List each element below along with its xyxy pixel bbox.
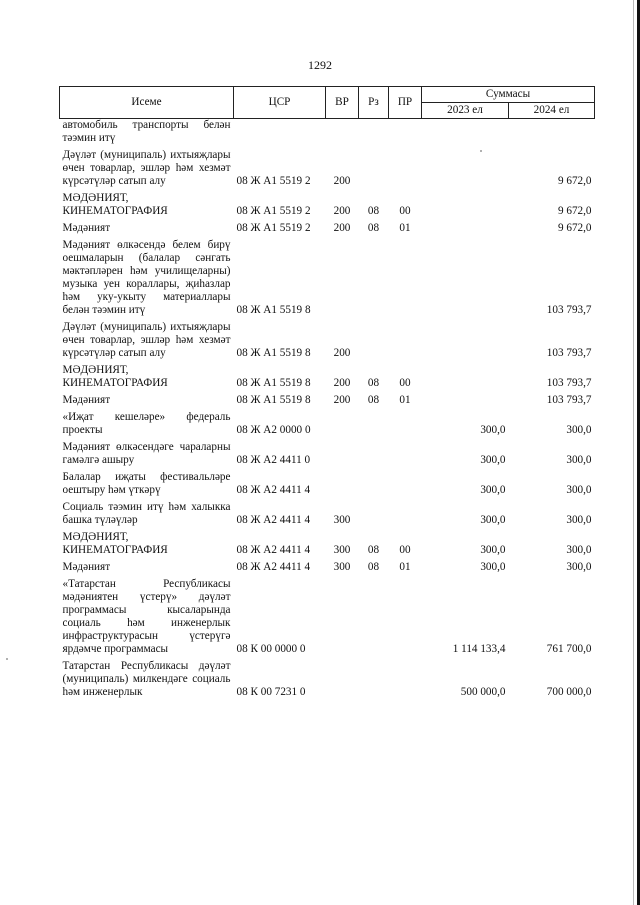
cell-sum-2023: 300,0 [480, 484, 506, 496]
cell-sum-2024: 300,0 [566, 454, 592, 466]
cell-name: автомобиль транспорты белән тәэмин итү [62, 119, 231, 144]
cell-csr: 08 Ж А2 4411 4 [236, 484, 311, 496]
cell-pr: 01 [399, 561, 411, 573]
cell-name: Мәдәният [62, 561, 111, 573]
table-row [60, 364, 595, 394]
cell-pr [389, 578, 422, 660]
table-row [60, 561, 595, 578]
cell-csr: 08 Ж А2 0000 0 [236, 424, 311, 436]
cell-rz: 08 [367, 561, 380, 573]
table-row [60, 578, 595, 660]
cell-csr: 08 Ж А1 5519 2 [236, 175, 311, 187]
cell-csr: 08 Ж А1 5519 8 [236, 304, 311, 316]
cell-rz [359, 501, 389, 531]
cell-vr: 200 [333, 205, 351, 217]
cell-rz [359, 471, 389, 501]
cell-sum-2024: 300,0 [566, 561, 592, 573]
cell-vr [326, 239, 359, 321]
cell-pr: 01 [399, 222, 411, 234]
cell-sum-2024 [509, 119, 595, 150]
cell-pr [389, 119, 422, 150]
page-number: 1292 [308, 58, 332, 72]
col-header-vr: ВР [326, 87, 359, 119]
cell-sum-2023 [422, 394, 509, 411]
cell-sum-2023 [422, 364, 509, 394]
table-row [60, 192, 595, 222]
cell-rz [359, 149, 389, 192]
cell-vr: 200 [333, 175, 351, 187]
cell-rz [359, 411, 389, 441]
cell-rz: 08 [367, 377, 380, 389]
cell-name: Дәүләт (муниципаль) ихтыяҗлары өчен товарлар, эшләр һәм хезмәт күрсәтүләр сатып алу [62, 149, 231, 187]
cell-sum-2023: 300,0 [480, 454, 506, 466]
col-header-2023: 2023 ел [422, 103, 509, 119]
col-header-rz: Рз [359, 87, 389, 119]
cell-name: Мәдәният өлкәсендә белем бирү оешмаларын (балалар сәнгать мәктәпләрен һәм училищеларны) музыка уен кораллары, җиһазлар һәм уку-укыту материаллары белән тәэмин итү [62, 239, 231, 316]
cell-name: МӘДӘНИЯТ, КИНЕМАТОГРАФИЯ [62, 364, 168, 389]
cell-csr: 08 Ж А1 5519 8 [236, 347, 311, 359]
cell-csr [234, 119, 326, 150]
cell-csr: 08 Ж А1 5519 8 [236, 377, 311, 389]
cell-sum-2023: 300,0 [480, 561, 506, 573]
cell-vr: 200 [333, 377, 351, 389]
cell-vr [326, 441, 359, 471]
cell-sum-2024: 9 672,0 [557, 205, 592, 217]
col-header-sums: Суммасы [422, 87, 595, 103]
cell-csr: 08 Ж А2 4411 4 [236, 544, 311, 556]
cell-rz: 08 [367, 222, 380, 234]
header-row [60, 87, 595, 103]
cell-rz: 08 [367, 394, 380, 406]
cell-pr: 00 [399, 205, 411, 217]
cell-pr [389, 149, 422, 192]
cell-sum-2023 [422, 239, 509, 321]
cell-vr: 200 [333, 394, 351, 406]
cell-pr: 00 [399, 377, 411, 389]
cell-name: МӘДӘНИЯТ, КИНЕМАТОГРАФИЯ [62, 192, 168, 217]
cell-sum-2024: 9 672,0 [557, 222, 592, 234]
cell-sum-2024: 103 793,7 [546, 347, 592, 359]
col-header-2024: 2024 ел [509, 103, 595, 119]
scan-speck [6, 658, 8, 660]
cell-rz [359, 321, 389, 364]
cell-vr: 300 [333, 544, 351, 556]
cell-csr: 08 К 00 7231 0 [236, 686, 306, 698]
cell-sum-2024: 300,0 [566, 424, 592, 436]
cell-vr: 300 [333, 514, 351, 526]
cell-sum-2024: 300,0 [566, 544, 592, 556]
cell-pr: 01 [399, 394, 411, 406]
cell-pr [389, 441, 422, 471]
table-row [60, 441, 595, 471]
cell-csr: 08 Ж А1 5519 2 [236, 205, 311, 217]
cell-pr [389, 411, 422, 441]
cell-vr [326, 411, 359, 441]
table-row [60, 411, 595, 441]
table-row [60, 222, 595, 239]
cell-sum-2024: 300,0 [566, 484, 592, 496]
cell-rz [359, 239, 389, 321]
cell-csr: 08 К 00 0000 0 [236, 643, 306, 655]
cell-csr: 08 Ж А1 5519 8 [236, 394, 311, 406]
cell-sum-2024: 700 000,0 [546, 686, 592, 698]
cell-sum-2024: 103 793,7 [546, 377, 592, 389]
cell-csr: 08 Ж А1 5519 2 [236, 222, 311, 234]
cell-vr: 200 [333, 222, 351, 234]
cell-rz [359, 441, 389, 471]
cell-rz [359, 119, 389, 150]
cell-sum-2023 [422, 149, 509, 192]
cell-rz [359, 660, 389, 703]
cell-pr [389, 321, 422, 364]
cell-csr: 08 Ж А2 4411 4 [236, 561, 311, 573]
col-header-name: Исеме [60, 87, 234, 119]
cell-name: Мәдәният [62, 222, 111, 234]
cell-sum-2023 [422, 192, 509, 222]
table-row [60, 531, 595, 561]
cell-pr: 00 [399, 544, 411, 556]
cell-pr [389, 471, 422, 501]
cell-rz: 08 [367, 544, 380, 556]
cell-vr: 300 [333, 561, 351, 573]
cell-pr [389, 239, 422, 321]
cell-rz [359, 578, 389, 660]
cell-name: Социаль тәэмин итү һәм халыкка башка түләүләр [62, 501, 231, 526]
cell-sum-2023: 1 114 133,4 [452, 643, 506, 655]
cell-pr [389, 501, 422, 531]
cell-sum-2024: 761 700,0 [546, 643, 592, 655]
scan-edge-line [633, 0, 634, 905]
cell-sum-2023: 300,0 [480, 424, 506, 436]
cell-name: Дәүләт (муниципаль) ихтыяҗлары өчен товарлар, эшләр һәм хезмәт күрсәтүләр сатып алу [62, 321, 231, 359]
cell-sum-2024: 9 672,0 [557, 175, 592, 187]
cell-vr [326, 119, 359, 150]
table-row [60, 471, 595, 501]
cell-name: МӘДӘНИЯТ, КИНЕМАТОГРАФИЯ [62, 531, 168, 556]
cell-sum-2023: 300,0 [480, 544, 506, 556]
col-header-csr: ЦСР [234, 87, 326, 119]
cell-name: «Иҗат кешеләре» федераль проекты [62, 411, 231, 436]
cell-sum-2024: 300,0 [566, 514, 592, 526]
cell-vr [326, 471, 359, 501]
cell-sum-2023: 500 000,0 [460, 686, 506, 698]
cell-rz: 08 [367, 205, 380, 217]
cell-sum-2024: 103 793,7 [546, 304, 592, 316]
cell-sum-2023 [422, 321, 509, 364]
table-row [60, 149, 595, 192]
table-row [60, 501, 595, 531]
table-row [60, 239, 595, 321]
cell-vr [326, 578, 359, 660]
cell-sum-2023: 300,0 [480, 514, 506, 526]
table-row [60, 119, 595, 150]
budget-table [59, 86, 595, 703]
table-row [60, 660, 595, 703]
cell-pr [389, 660, 422, 703]
table-row [60, 321, 595, 364]
cell-name: Балалар иҗаты фестивальләре оештыру һәм үткәрү [62, 471, 231, 496]
cell-sum-2023 [422, 119, 509, 150]
cell-name: «Татарстан Республикасы мәдәниятен үстерү» дәүләт программасы кысаларында социаль һәм инженерлык инфраструктурасын үстерүгә ярдәмче программасы [62, 578, 231, 655]
cell-name: Мәдәният өлкәсендәге чараларны гамәлгә ашыру [62, 441, 231, 466]
cell-vr: 200 [333, 347, 351, 359]
cell-sum-2024: 103 793,7 [546, 394, 592, 406]
cell-csr: 08 Ж А2 4411 4 [236, 514, 311, 526]
cell-csr: 08 Ж А2 4411 0 [236, 454, 311, 466]
cell-name: Мәдәният [62, 394, 111, 406]
cell-vr [326, 660, 359, 703]
cell-name: Татарстан Республикасы дәүләт (муниципаль) милкендәге социаль һәм инженерлык [62, 660, 231, 698]
table-row [60, 394, 595, 411]
cell-sum-2023 [422, 222, 509, 239]
col-header-pr: ПР [389, 87, 422, 119]
table-body [60, 119, 595, 704]
